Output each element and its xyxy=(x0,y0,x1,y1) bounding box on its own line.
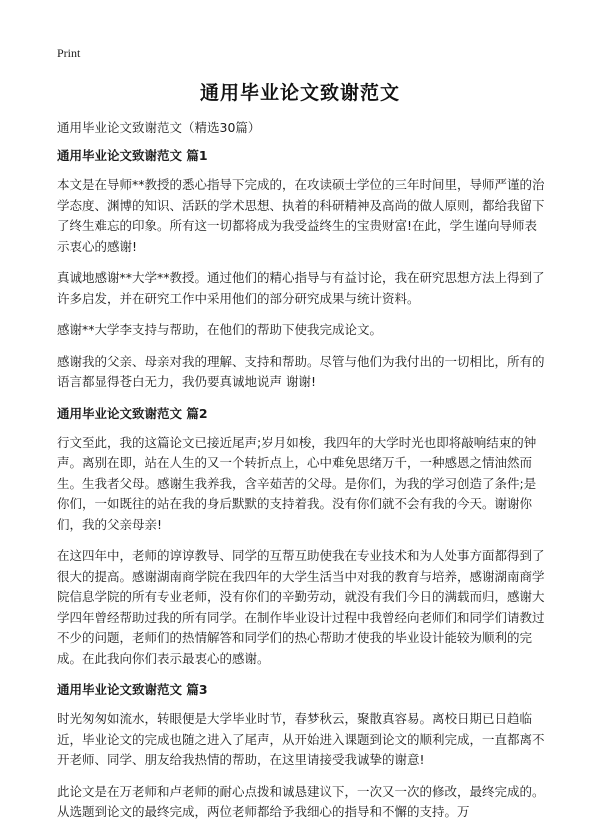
paragraph: 时光匆匆如流水，转眼便是大学毕业时节，春梦秋云，聚散真容易。离校日期已日趋临近，毕业论文的完成也随之进入了尾声，从开始进入课题到论文的顺利完成，一直都离不开老师、同学、朋友给我热情的帮助，在这里请接受我诚挚的谢意! xyxy=(57,711,545,767)
section-heading-2: 通用毕业论文致谢范文 篇2 xyxy=(57,405,208,421)
paragraph: 本文是在导师**教授的悉心指导下完成的，在攻读硕士学位的三年时间里，导师严谨的治学态度、渊博的知识、活跃的学术思想、执着的科研精神及高尚的做人原则，都给我留下了终生难忘的印象。所有这一切都将成为我受益终生的宝贵财富!在此，学生谨向导师表示衷心的感谢! xyxy=(57,177,545,254)
paragraph: 感谢**大学李支持与帮助，在他们的帮助下使我完成论文。 xyxy=(57,322,383,337)
document-body xyxy=(57,118,545,834)
section-heading-3: 通用毕业论文致谢范文 篇3 xyxy=(57,682,208,697)
paragraph: 在这四年中，老师的谆谆教导、同学的互帮互助使我在专业技术和为人处事方面都得到了很大的提高。感谢湖南商学院在我四年的大学生活当中对我的教育与培养，感谢湖南商学院信息学院的所有专业老师，没有你们的辛勤劳动，就没有我们今日的满载而归，感谢大学四年曾经帮助过我的所有同学。在制作毕业设计过程中我曾经向老师们和同学们请教过不少的问题，老师们的热情解答和同学们的热心帮助才使我的毕业设计能较为顺利的完成。在此我向你们表示最衷心的感谢。 xyxy=(57,548,545,666)
print-label: Print xyxy=(57,46,81,60)
page-title: 通用毕业论文致谢范文 xyxy=(199,82,400,104)
document-subtitle: 通用毕业论文致谢范文（精选30篇） xyxy=(57,120,261,135)
paragraph: 此论文是在万老师和卢老师的耐心点拨和诚恳建议下，一次又一次的修改，最终完成的。从选题到论文的最终完成，两位老师都给予我细心的指导和不懈的支持。万 xyxy=(57,783,545,819)
section-heading-1: 通用毕业论文致谢范文 篇1 xyxy=(57,148,208,163)
paragraph: 行文至此，我的这篇论文已接近尾声;岁月如梭，我四年的大学时光也即将敲响结束的钟声。离别在即，站在人生的又一个转折点上，心中难免思绪万千，一种感恩之情油然而生。生我者父母。感谢生我养我，含辛茹苦的父母。是你们，为我的学习创造了条件;是你们，一如既往的站在我的身后默默的支持着我。没有你们就不会有我的今天。谢谢你们，我的父亲母亲! xyxy=(57,434,537,532)
paragraph: 感谢我的父亲、母亲对我的理解、支持和帮助。尽管与他们为我付出的一切相比，所有的语言都显得苍白无力，我仍要真诚地说声 谢谢! xyxy=(57,353,545,389)
paragraph: 真诚地感谢**大学**教授。通过他们的精心指导与有益讨论，我在研究思想方法上得到了许多启发，并在研究工作中采用他们的部分研究成果与统计资料。 xyxy=(57,270,545,306)
